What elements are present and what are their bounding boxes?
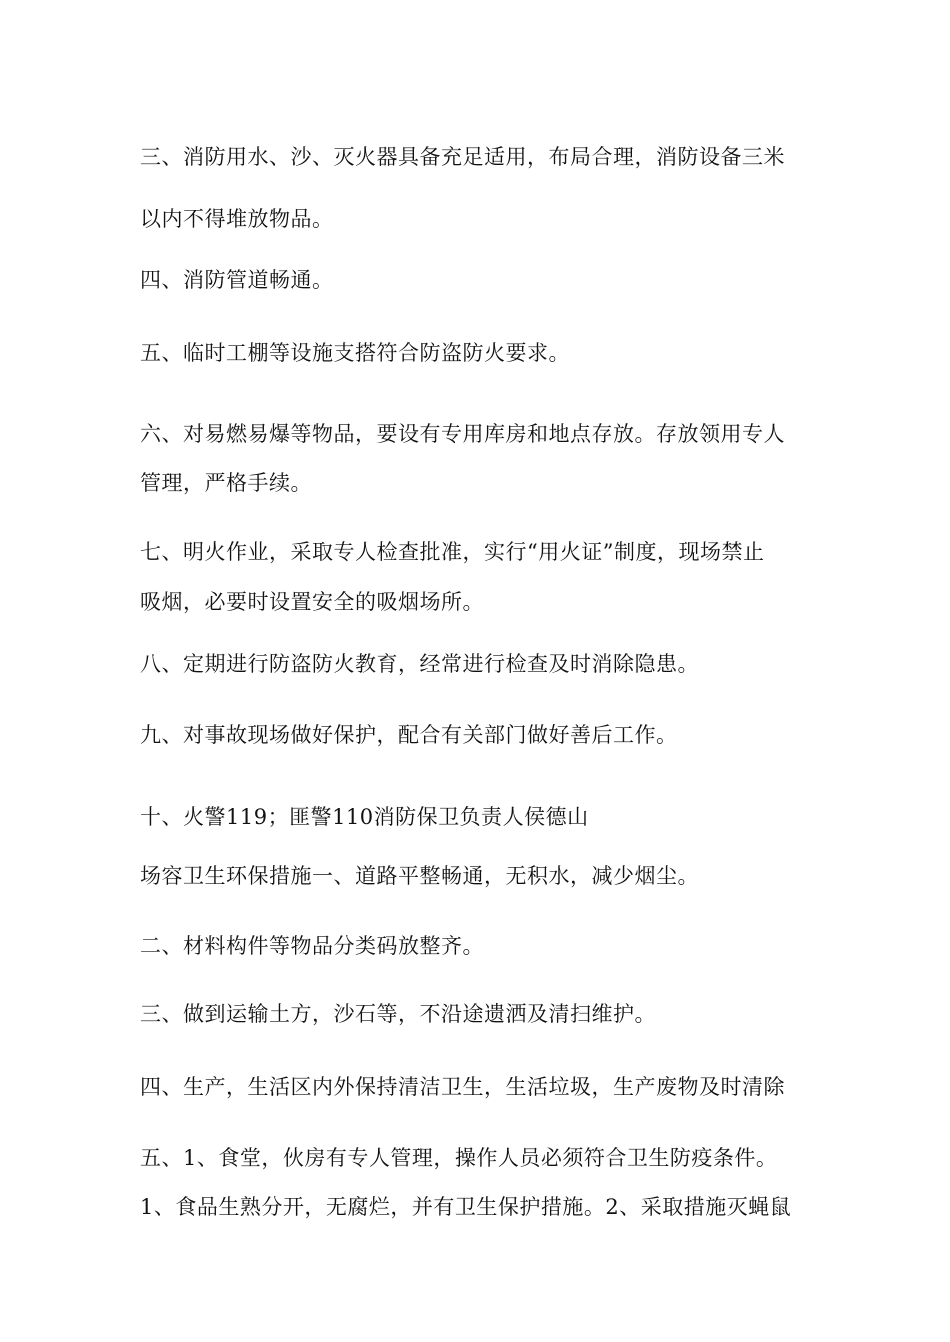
text-line: 四、生产，生活区内外保持清洁卫生，生活垃圾，生产废物及时清除 <box>140 1075 785 1099</box>
text-line: 1、食品生熟分开，无腐烂，并有卫生保护措施。2、采取措施灭蝇鼠 <box>140 1195 792 1219</box>
text-line: 五、1、食堂，伙房有专人管理，操作人员必须符合卫生防疫条件。 <box>140 1146 778 1170</box>
text-line: 七、明火作业，采取专人检查批准，实行“用火证”制度，现场禁止 <box>140 540 765 564</box>
text-line: 四、消防管道畅通。 <box>140 268 334 292</box>
text-line: 六、对易燃易爆等物品，要设有专用库房和地点存放。存放领用专人 <box>140 422 785 446</box>
text-line: 五、临时工棚等设施支搭符合防盗防火要求。 <box>140 341 570 365</box>
text-line: 三、做到运输土方，沙石等，不沿途遗洒及清扫维护。 <box>140 1002 656 1026</box>
text-line: 三、消防用水、沙、灭火器具备充足适用，布局合理，消防设备三米 <box>140 145 785 169</box>
text-line: 管理，严格手续。 <box>140 471 312 495</box>
text-line: 二、材料构件等物品分类码放整齐。 <box>140 934 484 958</box>
text-line: 十、火警119；匪警110消防保卫负责人侯德山 <box>140 805 589 829</box>
text-line: 以内不得堆放物品。 <box>140 207 334 231</box>
text-line: 九、对事故现场做好保护，配合有关部门做好善后工作。 <box>140 723 678 747</box>
text-line: 八、定期进行防盗防火教育，经常进行检查及时消除隐患。 <box>140 652 699 676</box>
text-line: 吸烟，必要时设置安全的吸烟场所。 <box>140 590 484 614</box>
text-line: 场容卫生环保措施一、道路平整畅通，无积水，减少烟尘。 <box>140 864 699 888</box>
